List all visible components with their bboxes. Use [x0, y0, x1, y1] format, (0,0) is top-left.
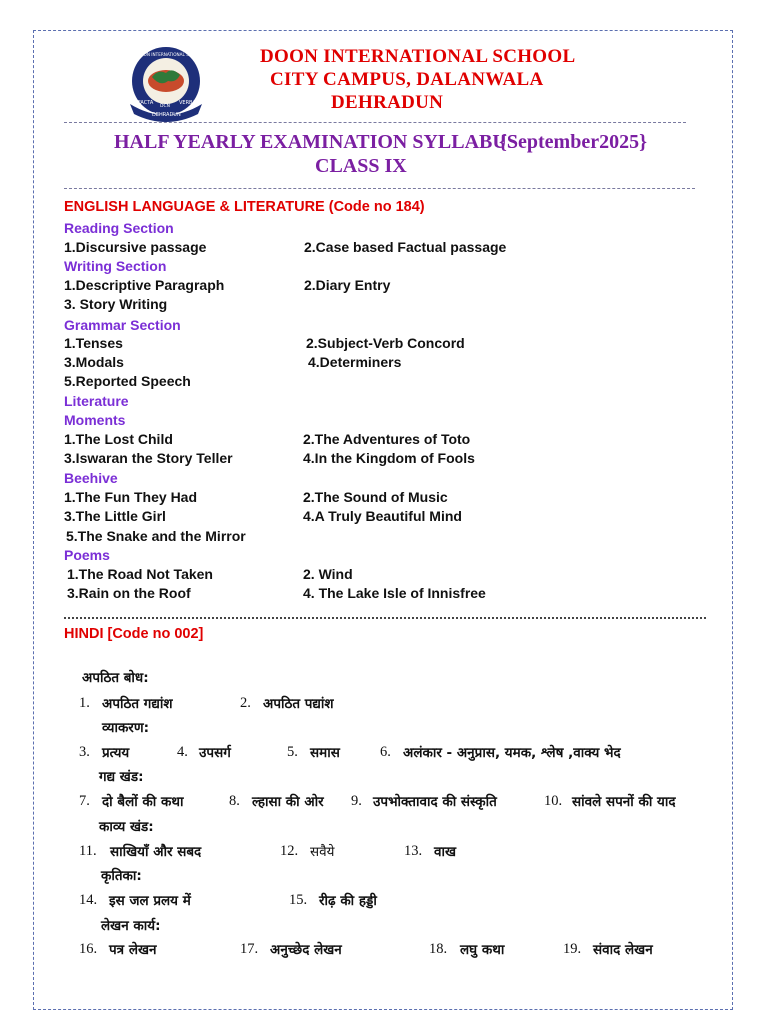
gadya-heading: गद्य खंड: — [99, 769, 144, 785]
moments-heading: Moments — [64, 412, 126, 428]
literature-heading: Literature — [64, 393, 129, 409]
item-number: 5. — [287, 744, 298, 760]
list-item: अपठित गद्यांश — [102, 696, 173, 712]
item-number: 6. — [380, 744, 391, 760]
list-item: सांवले सपनों की याद — [572, 794, 676, 810]
list-item: 4.Determiners — [308, 354, 402, 370]
item-number: 2. — [240, 695, 251, 711]
list-item: 5.The Snake and the Mirror — [66, 528, 246, 544]
list-item: 1.Descriptive Paragraph — [64, 277, 225, 293]
list-item: 2. Wind — [303, 566, 353, 582]
item-number: 10. — [544, 793, 563, 809]
list-item: 4. The Lake Isle of Innisfree — [303, 585, 486, 601]
list-item: 3.The Little Girl — [64, 508, 166, 524]
item-number: 18. — [429, 941, 448, 957]
list-item: 1.Tenses — [64, 335, 123, 351]
list-item: 1.The Fun They Had — [64, 489, 198, 505]
item-number: 7. — [79, 793, 90, 809]
item-number: 12. — [280, 843, 299, 859]
school-city: DEHRADUN — [331, 92, 444, 113]
divider — [64, 188, 695, 189]
list-item: ल्हासा की ओर — [252, 794, 324, 810]
logo-text-center: DCN — [160, 104, 170, 109]
item-number: 19. — [563, 941, 582, 957]
list-item: संवाद लेखन — [593, 942, 653, 958]
school-name: DOON INTERNATIONAL SCHOOL — [260, 46, 576, 67]
list-item: अपठित पद्यांश — [263, 696, 334, 712]
item-number: 14. — [79, 892, 98, 908]
list-item: 2.The Sound of Music — [303, 489, 448, 505]
kritika-heading: कृतिका: — [101, 868, 142, 884]
school-logo — [124, 44, 208, 124]
item-number: 1. — [79, 695, 90, 711]
list-item: 1.The Road Not Taken — [67, 566, 213, 582]
item-number: 3. — [79, 744, 90, 760]
list-item: 3.Iswaran the Story Teller — [64, 450, 233, 466]
list-item: 4.A Truly Beautiful Mind — [303, 508, 462, 524]
list-item: उपसर्ग — [199, 745, 231, 761]
list-item: इस जल प्रलय में — [109, 893, 191, 909]
item-number: 8. — [229, 793, 240, 809]
list-item: दो बैलों की कथा — [102, 794, 184, 810]
list-item: प्रत्यय — [102, 745, 130, 761]
list-item: सवैये — [310, 844, 335, 860]
item-number: 13. — [404, 843, 423, 859]
list-item: 3.Rain on the Roof — [67, 585, 191, 601]
list-item: 1.The Lost Child — [64, 431, 173, 447]
beehive-heading: Beehive — [64, 470, 118, 486]
reading-heading: Reading Section — [64, 220, 174, 236]
kavya-heading: काव्य खंड: — [99, 819, 154, 835]
list-item: अनुच्छेद लेखन — [270, 942, 342, 958]
class-title: CLASS IX — [315, 155, 407, 177]
list-item: रीढ़ की हड्डी — [319, 893, 377, 909]
list-item: 1.Discursive passage — [64, 239, 207, 255]
list-item: उपभोक्तावाद की संस्कृति — [373, 794, 497, 810]
exam-date: {September2025} — [499, 131, 647, 153]
poems-heading: Poems — [64, 547, 110, 563]
item-number: 9. — [351, 793, 362, 809]
list-item: 2.Diary Entry — [304, 277, 391, 293]
exam-title: HALF YEARLY EXAMINATION SYLLABUS — [114, 131, 518, 153]
divider — [64, 617, 706, 619]
hindi-subject-title: HINDI [Code no 002] — [64, 626, 204, 642]
divider — [64, 122, 686, 123]
logo-text-left: FACTA — [138, 100, 154, 106]
item-number: 15. — [289, 892, 308, 908]
list-item: समास — [310, 745, 340, 761]
list-item: 4.In the Kingdom of Fools — [303, 450, 475, 466]
list-item: अलंकार - अनुप्रास, यमक, श्लेष ,वाक्य भेद — [403, 745, 621, 761]
list-item: 2.Case based Factual passage — [304, 239, 507, 255]
lekhan-heading: लेखन कार्य: — [101, 918, 161, 934]
list-item: साखियाँ और सबद — [110, 844, 202, 860]
writing-heading: Writing Section — [64, 258, 167, 274]
list-item: वाख — [434, 844, 457, 860]
list-item: 2.Subject-Verb Concord — [306, 335, 465, 351]
apathit-heading: अपठित बोध: — [82, 670, 149, 686]
school-campus: CITY CAMPUS, DALANWALA — [270, 69, 544, 90]
list-item: 5.Reported Speech — [64, 373, 191, 389]
item-number: 11. — [79, 843, 97, 859]
list-item: 2.The Adventures of Toto — [303, 431, 471, 447]
grammar-heading: Grammar Section — [64, 317, 181, 333]
item-number: 4. — [177, 744, 188, 760]
english-subject-title: ENGLISH LANGUAGE & LITERATURE (Code no 184) — [64, 199, 425, 215]
list-item: 3.Modals — [64, 354, 124, 370]
logo-text-top: DOON INTERNATIONAL SCHOOL — [137, 52, 204, 57]
vyakaran-heading: व्याकरण: — [102, 720, 149, 736]
list-item: 3. Story Writing — [64, 296, 168, 312]
logo-text-bottom: DEHRADUN — [152, 112, 181, 118]
list-item: पत्र लेखन — [109, 942, 157, 958]
item-number: 17. — [240, 941, 259, 957]
list-item: लघु कथा — [460, 942, 505, 958]
item-number: 16. — [79, 941, 98, 957]
logo-text-right: VERBA — [179, 100, 196, 106]
